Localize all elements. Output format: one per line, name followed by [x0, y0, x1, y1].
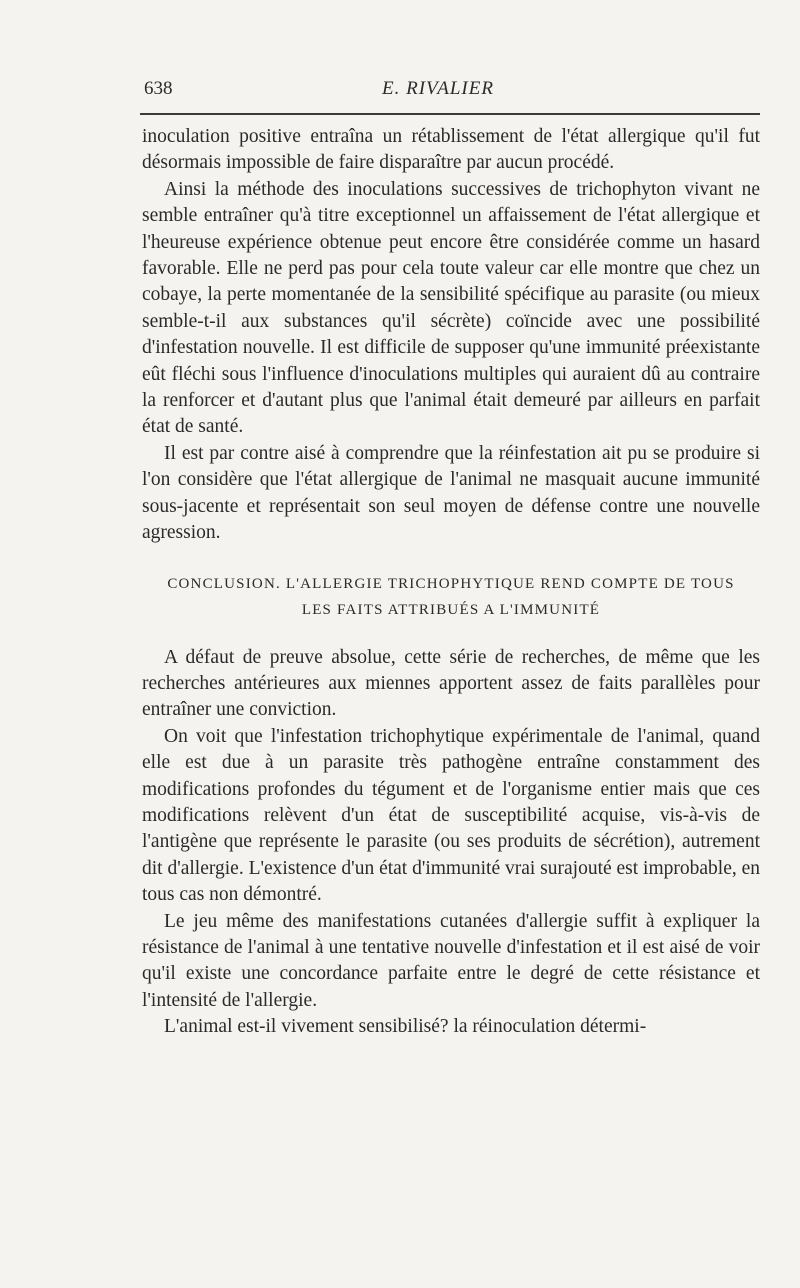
section-heading: [142, 571, 760, 623]
running-author: E. RIVALIER: [382, 78, 494, 99]
section-heading-line: LES FAITS ATTRIBUÉS A L'IMMUNITÉ: [301, 601, 601, 618]
paragraph: inoculation positive entraîna un rétablissement de l'état allergique qu'il fut désormais impossible de faire disparaître par aucun procédé.: [142, 126, 760, 174]
paragraph: On voit que l'infestation trichophytique expérimentale de l'animal, quand elle est due à un parasite très pathogène entraîne constamment des modifications profondes du tégument et de l'organisme entier mais que ces modifications relèvent d'un état de susceptibilité acquise, vis-à-vis de l'antigène que représente le parasite (ou ses produits de sécrétion), autrement dit d'allergie. L'existence d'un état d'immunité vrai surajouté est improbable, en tous cas non démontré.: [142, 725, 761, 906]
paragraph: Le jeu même des manifestations cutanées d'allergie suffit à expliquer la résistance de l'animal à une tentative nouvelle d'infestation et il est aisé de voir qu'il existe une concordance parfaite entre le degré de cette résistance et l'intensité de l'allergie.: [142, 910, 760, 1011]
page-number: 638: [144, 78, 173, 99]
header-rule: [140, 113, 760, 115]
section-heading-line: CONCLUSION. L'ALLERGIE TRICHOPHYTIQUE REND COMPTE DE TOUS: [167, 575, 735, 592]
paragraph: Il est par contre aisé à comprendre que la réinfestation ait pu se produire si l'on considère que l'état allergique de l'animal ne masquait aucune immunité sous-jacente et représentait son seul moyen de défense contre une nouvelle agression.: [142, 442, 760, 544]
paragraph: A défaut de preuve absolue, cette série de recherches, de même que les recherches antérieures aux miennes apportent assez de faits parallèles pour entraîner une conviction.: [142, 646, 760, 721]
running-head: [144, 78, 758, 102]
paragraph: L'animal est-il vivement sensibilisé? la réinoculation détermi-: [164, 1016, 647, 1038]
paragraph: Ainsi la méthode des inoculations successives de trichophyton vivant ne semble entraîner qu'à titre exceptionnel un affaissement de l'état allergique et l'heureuse expérience obtenue peut encore être considérée comme un hasard favorable. Elle ne perd pas pour cela toute valeur car elle montre que chez un cobaye, la perte momentanée de la sensibilité spécifique au parasite (ou mieux semble-t-il aux substances qu'il sécrète) coïncide avec une possibilité d'infestation nouvelle. Il est difficile de supposer qu'une immunité préexistante eût fléchi sous l'influence d'inoculations multiples qui auraient dû au contraire la renforcer et d'autant plus que l'animal était demeuré par ailleurs en parfait état de santé.: [142, 178, 760, 438]
page-body: [142, 124, 760, 1041]
